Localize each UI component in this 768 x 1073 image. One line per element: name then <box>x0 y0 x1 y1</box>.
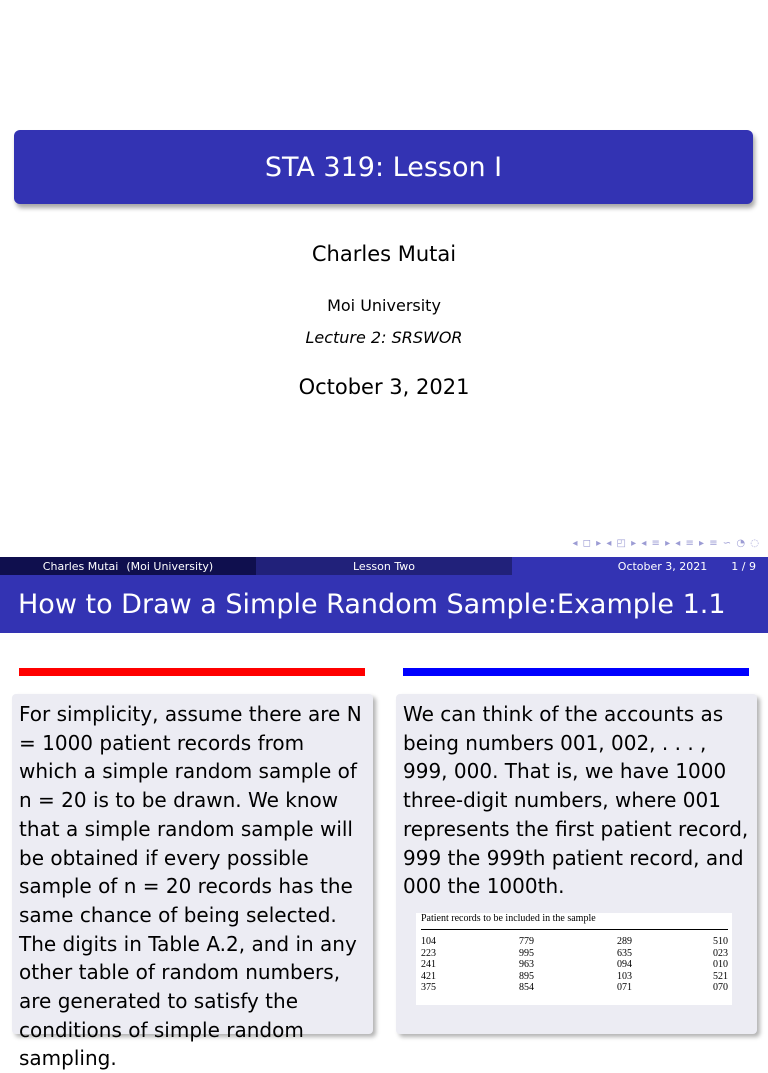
table-cell: 223 <box>421 947 436 959</box>
frame-title-bar <box>0 575 768 633</box>
footer-date: October 3, 2021 <box>617 559 708 573</box>
footer-author: Charles Mutai <box>42 559 119 573</box>
table-cell: 854 <box>519 982 534 993</box>
left-text-block <box>12 694 373 1071</box>
table-cell: 010 <box>713 959 728 970</box>
footer-author-segment <box>0 557 256 575</box>
footer-institute: (Moi University) <box>126 559 214 573</box>
table-row <box>421 959 728 971</box>
table-cell: 071 <box>617 982 632 993</box>
table-cell: 635 <box>617 947 632 959</box>
table-cell: 289 <box>617 936 632 947</box>
table-cell: 963 <box>519 959 534 970</box>
left-column-rule <box>19 668 365 676</box>
table-row <box>421 948 728 960</box>
table-cell: 070 <box>713 982 728 993</box>
presentation-date: October 3, 2021 <box>298 375 470 399</box>
table-cell: 104 <box>421 936 436 947</box>
frame-title: How to Draw a Simple Random Sample:Example 1.1 <box>18 588 726 620</box>
table-row <box>421 936 728 948</box>
slide-footer <box>0 557 768 575</box>
footer-short-title: Lesson Two <box>353 559 415 573</box>
table-row <box>421 971 728 983</box>
table-cell: 094 <box>617 959 632 970</box>
slide-title-box <box>14 130 753 204</box>
table-cell: 375 <box>421 982 436 993</box>
lecture-subtitle: Lecture 2: SRSWOR <box>305 328 463 347</box>
footer-page-number: 1 / 9 <box>731 559 756 573</box>
table-cell: 521 <box>713 970 728 982</box>
table-rule <box>421 929 728 930</box>
table-cell: 241 <box>421 959 436 970</box>
table-row <box>421 982 728 994</box>
table-cell: 421 <box>421 970 436 982</box>
table-caption: Patient records to be included in the sample <box>421 913 596 924</box>
table-cell: 510 <box>713 936 728 947</box>
table-cell: 023 <box>713 947 728 959</box>
footer-date-segment <box>512 557 768 575</box>
author-name: Charles Mutai <box>311 242 457 266</box>
table-cell: 895 <box>519 970 534 982</box>
table-cell: 995 <box>519 947 534 959</box>
right-block-text: We can think of the accounts as being numbers 001, 002, . . . , 999, 000. That is, we have 1000 three-digit numbers, where 001 represents the first patient record, 999 the 999th patient record, and 000 the 1000th. <box>403 702 749 899</box>
navigation-symbols[interactable]: ◂ ◻ ▸ ◂ ◰ ▸ ◂ ≡ ▸ ◂ ≡ ▸ ≡ ∽ ◔ ◌ <box>572 538 760 549</box>
left-block-text: For simplicity, assume there are N = 1000 patient records from which a simple random sample of n = 20 is to be drawn. We know that a simple random sample will be obtained if every possible sample of n = 20 records has the same chance of being selected. The digits in Table A.2, and in any other table of random numbers, are generated to satisfy the conditions of simple random sampling. <box>19 702 362 1071</box>
slide-title: STA 319: Lesson I <box>264 151 503 183</box>
table-body <box>421 936 728 994</box>
sample-table-image <box>416 913 732 1005</box>
right-column-rule <box>403 668 749 676</box>
table-cell: 103 <box>617 970 632 982</box>
table-cell: 779 <box>519 936 534 947</box>
footer-title-segment <box>256 557 512 575</box>
institute-name: Moi University <box>327 296 441 315</box>
